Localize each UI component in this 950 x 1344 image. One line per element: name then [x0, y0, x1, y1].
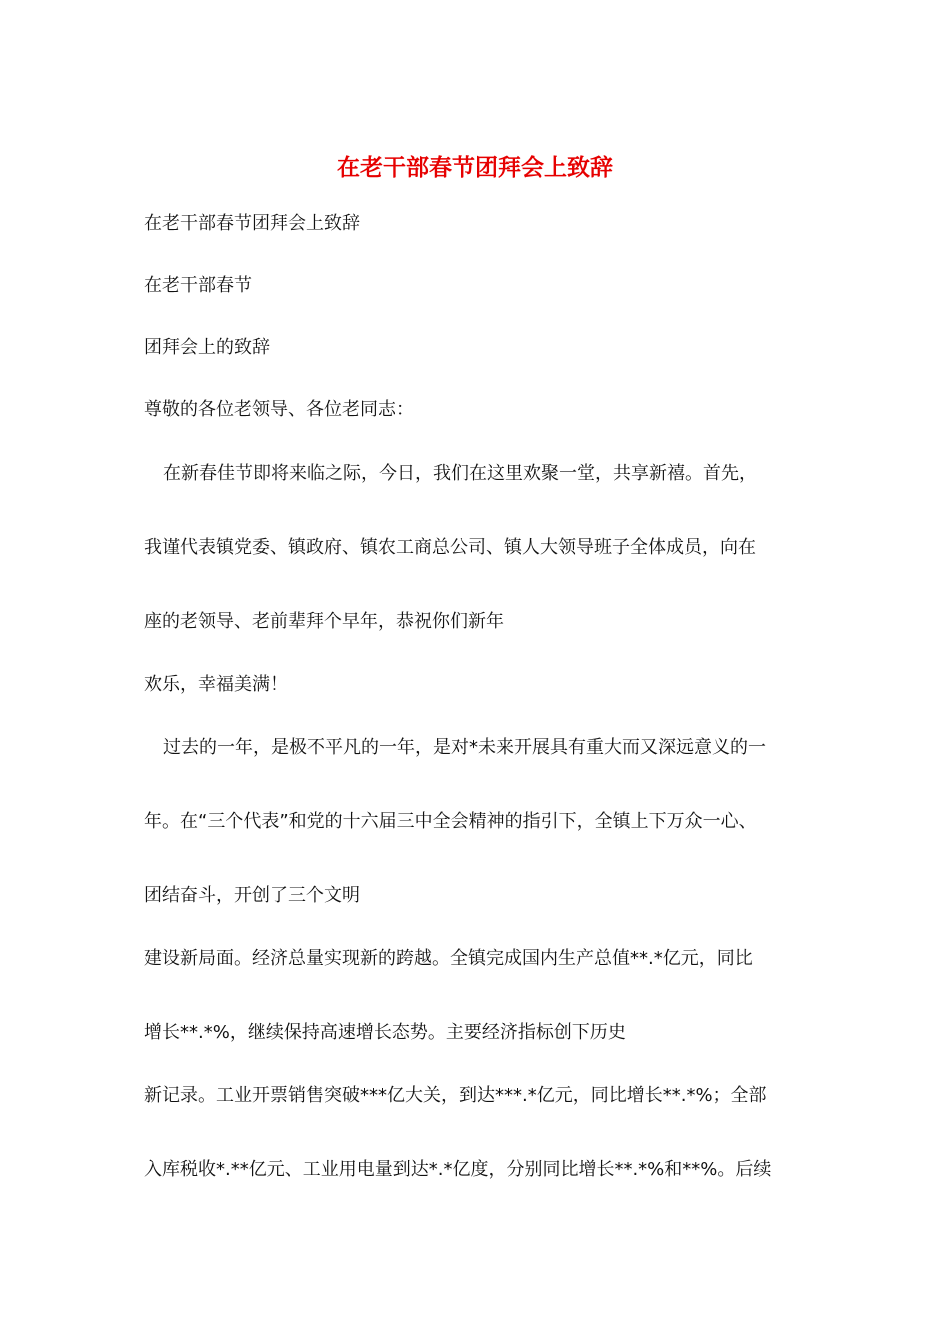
paragraph-2-line-5: 增长**.*%，继续保持高速增长态势。主要经济指标创下历史	[144, 1022, 626, 1043]
paragraph-2-line-3: 团结奋斗，开创了三个文明	[144, 885, 360, 906]
text-line-salutation: 尊敬的各位老领导、各位老同志：	[144, 399, 414, 420]
paragraph-2-line-4: 建设新局面。经济总量实现新的跨越。全镇完成国内生产总值**.*亿元，同比	[144, 948, 753, 969]
paragraph-1-line-2: 我谨代表镇党委、镇政府、镇农工商总公司、镇人大领导班子全体成员，向在	[144, 537, 756, 558]
paragraph-1-line-1: 在新春佳节即将来临之际，今日，我们在这里欢聚一堂，共享新禧。首先，	[163, 463, 757, 484]
text-line-subtitle: 在老干部春节团拜会上致辞	[144, 213, 360, 234]
paragraph-2-line-2: 年。在“三个代表”和党的十六届三中全会精神的指引下，全镇上下万众一心、	[144, 811, 757, 832]
paragraph-2-line-1: 过去的一年，是极不平凡的一年，是对*未来开展具有重大而又深远意义的一	[163, 737, 766, 758]
paragraph-2-line-7: 入库税收*.**亿元、工业用电量到达*.*亿度，分别同比增长**.*%和**%。后续	[144, 1159, 772, 1180]
text-line-heading-1: 在老干部春节	[144, 275, 252, 296]
document-title: 在老干部春节团拜会上致辞	[337, 154, 613, 181]
paragraph-1-line-4: 欢乐，幸福美满！	[144, 674, 288, 695]
paragraph-2-line-6: 新记录。工业开票销售突破***亿大关，到达***.*亿元，同比增长**.*%；全部	[144, 1085, 767, 1106]
text-line-heading-2: 团拜会上的致辞	[144, 337, 270, 358]
paragraph-1-line-3: 座的老领导、老前辈拜个早年，恭祝你们新年	[144, 611, 504, 632]
